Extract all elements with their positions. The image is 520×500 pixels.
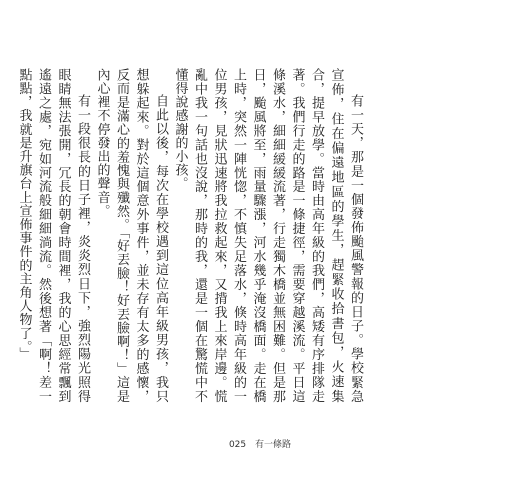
paragraph-2: 自此以後，每次在學校遇到這位高年級男孩，我只想躲起來。對於這個意外事件，並未存有太多的感懷，反而是滿心的羞愧與殲然。「好丟臉！好丟臉啊！」這是內心裡不停發出的聲音。: [94, 68, 168, 403]
book-title: 有一條路: [255, 440, 292, 450]
body-text: [14, 68, 365, 403]
page-footer: [0, 437, 520, 450]
paragraph-3: 有一段很長的日子裡，炎炎烈日下，強烈陽光照得眼睛無法張開，冗長的朝會時間裡，我的心思經常飄到遙遠之處，宛如河流般細細淌流。然後想著「啊！差一點點，我就是升旗台上宣佈事件的主角人物了。」: [16, 68, 90, 403]
paragraph-1: 有一天，那是一個發佈颱風警報的日子。學校緊急宣佈，住在偏遠地區的學生，趕緊收拾書包，火速集合，提早放學。當時由高年級的我們，高矮有序排隊走著。我們行走的路是一條捷徑，需要穿越溪流。平日這條溪水，細細緩緩流著，行走獨木橋並無困難。但是那日，颱風將至，雨量驟漲，河水幾乎淹沒橋面。走在橋上時，突然一陣恍惚，不慎失足落水，倏時高年級的一位男孩，見狀迅速將我拉救起來，又揹我上來岸邊。慌亂中我一句話也沒說，那時的我，還是一個在驚慌中不懂得說感謝的小孩。: [172, 68, 363, 403]
page-number: 025: [228, 440, 247, 450]
